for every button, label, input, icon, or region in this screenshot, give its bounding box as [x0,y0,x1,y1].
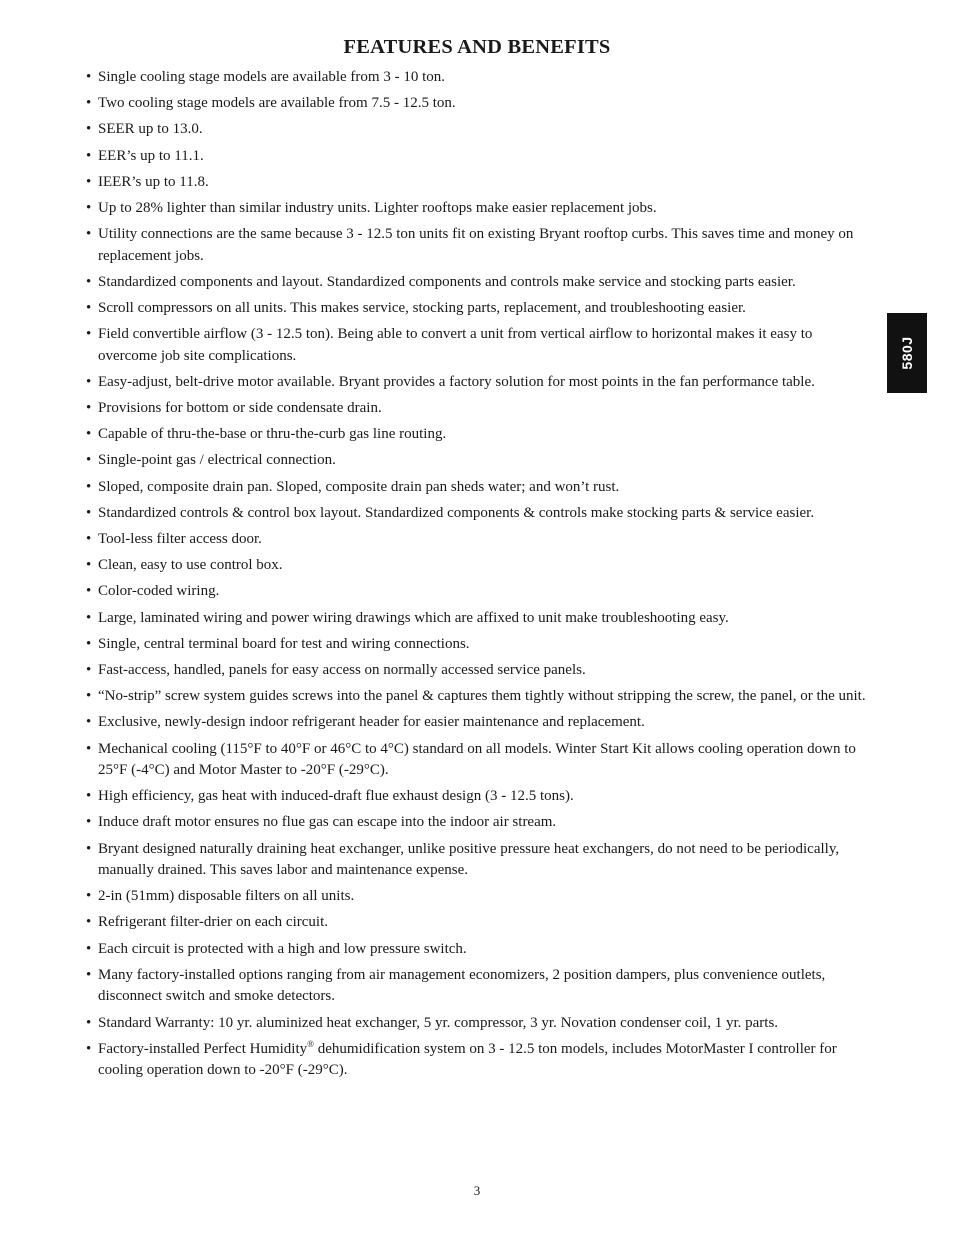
list-item: • Standardized controls & control box layout. Standardized components & controls make stocking parts & service easier. [86,503,870,525]
list-item: • Fast-access, handled, panels for easy access on normally accessed service panels. [86,660,870,682]
list-item: • Two cooling stage models are available from 7.5 - 12.5 ton. [86,93,870,115]
list-item: • Refrigerant filter-drier on each circuit. [86,912,870,934]
bullet-icon: • [86,452,92,469]
bullet-icon: • [86,300,92,316]
bullet-icon: • [86,273,92,290]
bullet-icon: • [86,840,92,857]
list-item: • Sloped, composite drain pan. Sloped, composite drain pan sheds water; and won’t rust. [86,477,870,499]
list-item: • Single, central terminal board for test and wiring connections. [86,634,870,656]
list-item: • Bryant designed naturally draining heat exchanger, unlike positive pressure heat exchangers, do not need to be periodically, manually drained. This saves labor and maintenance expense. [86,840,840,879]
bullet-icon: • [86,69,92,85]
bullet-icon: • [86,888,92,905]
bullet-icon: • [86,226,92,243]
bullet-icon: • [86,400,92,417]
list-item: • Induce draft motor ensures no flue gas can escape into the indoor air stream. [86,812,870,834]
bullet-icon: • [86,688,92,705]
model-label: 580J [899,336,915,370]
bullet-icon: • [86,504,92,521]
bullet-icon: • [86,940,92,957]
registered-mark: ® [307,1038,314,1049]
list-item: • Tool-less filter access door. [86,529,870,551]
list-item: • Standard Warranty: 10 yr. aluminized heat exchanger, 5 yr. compressor, 3 yr. Novation condenser coil, 1 yr. parts. [86,1013,870,1035]
list-item: • Many factory-installed options ranging from air management economizers, 2 position dampers, plus convenience outlets, disconnect switch and smoke detectors. [86,966,826,1005]
bullet-icon: • [86,740,92,757]
list-item: • Color-coded wiring. [86,581,870,603]
bullet-icon: • [86,95,92,112]
list-item: • Large, laminated wiring and power wiring drawings which are affixed to unit make troubleshooting easy. [86,608,870,630]
bullet-icon: • [86,661,92,678]
list-item: • Scroll compressors on all units. This makes service, stocking parts, replacement, and troubleshooting easier. [86,298,870,320]
list-item: • 2-in (51mm) disposable filters on all units. [86,886,870,908]
bullet-icon: • [86,788,92,805]
bullet-icon: • [86,147,92,164]
list-item: • Utility connections are the same because 3 - 12.5 ton units fit on existing Bryant rooftop curbs. This saves time and money on replacement jobs. [86,226,854,264]
bullet-icon: • [86,1040,92,1057]
bullet-icon: • [86,326,92,343]
list-item: • Field convertible airflow (3 - 12.5 ton). Being able to convert a unit from vertical airflow to horizontal makes it easy to overcome job site complications. [86,326,813,364]
bullet-icon: • [86,966,92,983]
list-item: • Each circuit is protected with a high and low pressure switch. [86,939,870,961]
bullet-icon: • [86,714,92,731]
list-item: • IEER’s up to 11.8. [86,172,870,194]
list-item: • Standardized components and layout. Standardized components and controls make service and stocking parts easier. [86,272,870,294]
bullet-icon: • [86,531,92,547]
list-item: • Mechanical cooling (115°F to 40°F or 46°C to 4°C) standard on all models. Winter Start Kit allows cooling operation down to 25°F (-4°C) and Motor Master to -20°F (-29°C). [86,740,856,778]
list-item: • “No-strip” screw system guides screws into the panel & captures them tightly without stripping the screw, the panel, or the unit. [86,686,870,708]
list-item: • Clean, easy to use control box. [86,555,870,577]
bullet-icon: • [86,814,92,831]
bullet-icon: • [86,914,92,931]
list-item: • Factory-installed Perfect Humidity® dehumidification system on 3 - 12.5 ton models, includes MotorMaster I controller for cooling operation down to -20°F (-29°C). [86,1038,837,1079]
list-item: • Capable of thru-the-base or thru-the-curb gas line routing. [86,424,870,446]
list-item: • Up to 28% lighter than similar industry units. Lighter rooftops make easier replacement jobs. [86,198,870,220]
list-item: • Provisions for bottom or side condensate drain. [86,398,870,420]
bullet-icon: • [86,1014,92,1031]
list-item: • Single cooling stage models are available from 3 - 10 ton. [86,67,870,89]
features-list [86,67,870,1086]
list-item: • Single-point gas / electrical connection. [86,450,870,472]
bullet-icon: • [86,557,92,574]
bullet-icon: • [86,635,92,652]
page-title: FEATURES AND BENEFITS [343,36,611,58]
list-item: • SEER up to 13.0. [86,119,870,141]
list-item: • High efficiency, gas heat with induced-draft flue exhaust design (3 - 12.5 tons). [86,786,870,808]
model-side-tab [887,313,927,393]
bullet-icon: • [86,609,92,626]
bullet-icon: • [86,373,92,390]
bullet-icon: • [86,199,92,216]
list-item: • EER’s up to 11.1. [86,146,870,168]
list-item: • Easy-adjust, belt-drive motor available. Bryant provides a factory solution for most points in the fan performance table. [86,372,870,394]
bullet-icon: • [86,426,92,443]
bullet-icon: • [86,478,92,495]
page-number: 3 [473,1183,481,1198]
bullet-icon: • [86,121,92,138]
bullet-icon: • [86,173,92,190]
bullet-icon: • [86,583,92,600]
list-item: • Exclusive, newly-design indoor refrigerant header for easier maintenance and replacement. [86,712,870,734]
